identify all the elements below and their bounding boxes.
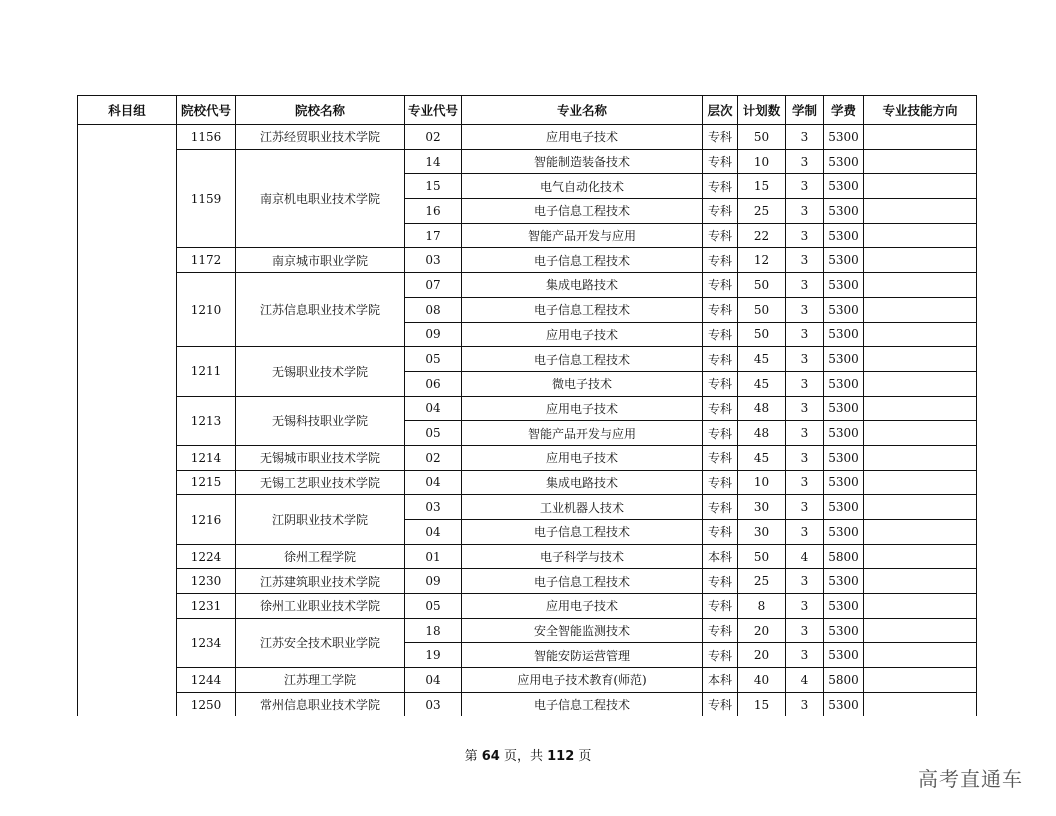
footer-page-number: 64 bbox=[481, 749, 500, 764]
header-level: 层次 bbox=[703, 96, 738, 125]
major-name-cell: 应用电子技术 bbox=[462, 396, 703, 421]
table-row bbox=[78, 347, 977, 372]
subject-group-cell bbox=[78, 125, 177, 717]
major-name-cell: 电子信息工程技术 bbox=[462, 692, 703, 716]
header-subject-group: 科目组 bbox=[78, 96, 177, 125]
level-cell: 专科 bbox=[703, 125, 738, 150]
school-code-cell: 1216 bbox=[177, 495, 236, 544]
skill-direction-cell bbox=[864, 174, 977, 199]
years-cell: 3 bbox=[786, 692, 824, 716]
fee-cell: 5300 bbox=[824, 495, 864, 520]
years-cell: 3 bbox=[786, 445, 824, 470]
major-name-cell: 电子信息工程技术 bbox=[462, 199, 703, 224]
plan-count-cell: 50 bbox=[738, 273, 786, 298]
skill-direction-cell bbox=[864, 149, 977, 174]
table-row bbox=[78, 692, 977, 716]
footer-middle: 页，共 bbox=[503, 749, 543, 764]
years-cell: 3 bbox=[786, 421, 824, 446]
fee-cell: 5300 bbox=[824, 470, 864, 495]
plan-count-cell: 48 bbox=[738, 421, 786, 446]
years-cell: 3 bbox=[786, 174, 824, 199]
plan-count-cell: 30 bbox=[738, 495, 786, 520]
school-name-cell: 江苏信息职业技术学院 bbox=[236, 273, 405, 347]
school-name-cell: 无锡工艺职业技术学院 bbox=[236, 470, 405, 495]
school-code-cell: 1213 bbox=[177, 396, 236, 445]
table-row bbox=[78, 149, 977, 174]
skill-direction-cell bbox=[864, 297, 977, 322]
major-code-cell: 09 bbox=[405, 569, 462, 594]
school-name-cell: 无锡科技职业学院 bbox=[236, 396, 405, 445]
plan-count-cell: 50 bbox=[738, 125, 786, 150]
school-code-cell: 1250 bbox=[177, 692, 236, 716]
school-name-cell: 徐州工业职业技术学院 bbox=[236, 594, 405, 619]
school-name-cell: 江苏理工学院 bbox=[236, 668, 405, 693]
fee-cell: 5300 bbox=[824, 594, 864, 619]
major-name-cell: 应用电子技术 bbox=[462, 322, 703, 347]
level-cell: 专科 bbox=[703, 149, 738, 174]
fee-cell: 5300 bbox=[824, 149, 864, 174]
level-cell: 专科 bbox=[703, 569, 738, 594]
fee-cell: 5300 bbox=[824, 692, 864, 716]
major-code-cell: 16 bbox=[405, 199, 462, 224]
fee-cell: 5300 bbox=[824, 248, 864, 273]
skill-direction-cell bbox=[864, 371, 977, 396]
major-code-cell: 06 bbox=[405, 371, 462, 396]
plan-count-cell: 8 bbox=[738, 594, 786, 619]
fee-cell: 5300 bbox=[824, 445, 864, 470]
skill-direction-cell bbox=[864, 248, 977, 273]
major-code-cell: 14 bbox=[405, 149, 462, 174]
fee-cell: 5300 bbox=[824, 273, 864, 298]
major-code-cell: 01 bbox=[405, 544, 462, 569]
major-code-cell: 09 bbox=[405, 322, 462, 347]
table-row bbox=[78, 668, 977, 693]
fee-cell: 5300 bbox=[824, 174, 864, 199]
skill-direction-cell bbox=[864, 273, 977, 298]
footer-prefix: 第 bbox=[464, 749, 478, 764]
years-cell: 4 bbox=[786, 668, 824, 693]
plan-count-cell: 45 bbox=[738, 347, 786, 372]
major-code-cell: 05 bbox=[405, 347, 462, 372]
header-years: 学制 bbox=[786, 96, 824, 125]
years-cell: 3 bbox=[786, 248, 824, 273]
level-cell: 专科 bbox=[703, 322, 738, 347]
school-code-cell: 1215 bbox=[177, 470, 236, 495]
major-name-cell: 应用电子技术 bbox=[462, 125, 703, 150]
page-footer bbox=[0, 745, 1056, 764]
major-name-cell: 应用电子技术 bbox=[462, 594, 703, 619]
major-code-cell: 05 bbox=[405, 421, 462, 446]
skill-direction-cell bbox=[864, 520, 977, 545]
fee-cell: 5300 bbox=[824, 643, 864, 668]
school-name-cell: 无锡城市职业技术学院 bbox=[236, 445, 405, 470]
header-fee: 学费 bbox=[824, 96, 864, 125]
level-cell: 专科 bbox=[703, 347, 738, 372]
major-code-cell: 15 bbox=[405, 174, 462, 199]
skill-direction-cell bbox=[864, 396, 977, 421]
plan-count-cell: 22 bbox=[738, 223, 786, 248]
skill-direction-cell bbox=[864, 569, 977, 594]
level-cell: 专科 bbox=[703, 470, 738, 495]
major-name-cell: 智能产品开发与应用 bbox=[462, 421, 703, 446]
level-cell: 本科 bbox=[703, 668, 738, 693]
fee-cell: 5300 bbox=[824, 569, 864, 594]
school-name-cell: 南京城市职业学院 bbox=[236, 248, 405, 273]
years-cell: 3 bbox=[786, 199, 824, 224]
years-cell: 3 bbox=[786, 273, 824, 298]
school-code-cell: 1159 bbox=[177, 149, 236, 248]
table-row bbox=[78, 470, 977, 495]
fee-cell: 5300 bbox=[824, 199, 864, 224]
fee-cell: 5300 bbox=[824, 125, 864, 150]
school-code-cell: 1210 bbox=[177, 273, 236, 347]
table-row bbox=[78, 618, 977, 643]
skill-direction-cell bbox=[864, 199, 977, 224]
plan-count-cell: 25 bbox=[738, 199, 786, 224]
plan-count-cell: 45 bbox=[738, 371, 786, 396]
school-code-cell: 1230 bbox=[177, 569, 236, 594]
fee-cell: 5300 bbox=[824, 347, 864, 372]
header-school-code: 院校代号 bbox=[177, 96, 236, 125]
plan-count-cell: 50 bbox=[738, 544, 786, 569]
school-code-cell: 1156 bbox=[177, 125, 236, 150]
major-code-cell: 17 bbox=[405, 223, 462, 248]
years-cell: 3 bbox=[786, 322, 824, 347]
level-cell: 专科 bbox=[703, 371, 738, 396]
years-cell: 3 bbox=[786, 223, 824, 248]
years-cell: 3 bbox=[786, 569, 824, 594]
plan-count-cell: 40 bbox=[738, 668, 786, 693]
skill-direction-cell bbox=[864, 125, 977, 150]
skill-direction-cell bbox=[864, 618, 977, 643]
skill-direction-cell bbox=[864, 692, 977, 716]
major-name-cell: 集成电路技术 bbox=[462, 273, 703, 298]
plan-count-cell: 50 bbox=[738, 297, 786, 322]
school-name-cell: 徐州工程学院 bbox=[236, 544, 405, 569]
major-code-cell: 04 bbox=[405, 520, 462, 545]
school-code-cell: 1211 bbox=[177, 347, 236, 396]
fee-cell: 5300 bbox=[824, 396, 864, 421]
major-name-cell: 电子科学与技术 bbox=[462, 544, 703, 569]
header-major-code: 专业代号 bbox=[405, 96, 462, 125]
level-cell: 专科 bbox=[703, 495, 738, 520]
major-name-cell: 电气自动化技术 bbox=[462, 174, 703, 199]
years-cell: 3 bbox=[786, 470, 824, 495]
major-code-cell: 19 bbox=[405, 643, 462, 668]
level-cell: 专科 bbox=[703, 396, 738, 421]
years-cell: 3 bbox=[786, 149, 824, 174]
level-cell: 专科 bbox=[703, 692, 738, 716]
plan-count-cell: 15 bbox=[738, 692, 786, 716]
years-cell: 4 bbox=[786, 544, 824, 569]
level-cell: 专科 bbox=[703, 174, 738, 199]
school-code-cell: 1172 bbox=[177, 248, 236, 273]
major-code-cell: 07 bbox=[405, 273, 462, 298]
header-school-name: 院校名称 bbox=[236, 96, 405, 125]
years-cell: 3 bbox=[786, 618, 824, 643]
table-row bbox=[78, 396, 977, 421]
table-row bbox=[78, 495, 977, 520]
years-cell: 3 bbox=[786, 297, 824, 322]
school-name-cell: 南京机电职业技术学院 bbox=[236, 149, 405, 248]
skill-direction-cell bbox=[864, 223, 977, 248]
years-cell: 3 bbox=[786, 125, 824, 150]
table-row bbox=[78, 125, 977, 150]
plan-count-cell: 48 bbox=[738, 396, 786, 421]
table-body bbox=[78, 125, 977, 717]
years-cell: 3 bbox=[786, 396, 824, 421]
school-name-cell: 常州信息职业技术学院 bbox=[236, 692, 405, 716]
level-cell: 专科 bbox=[703, 594, 738, 619]
skill-direction-cell bbox=[864, 495, 977, 520]
table-row bbox=[78, 594, 977, 619]
skill-direction-cell bbox=[864, 347, 977, 372]
level-cell: 专科 bbox=[703, 421, 738, 446]
major-code-cell: 03 bbox=[405, 495, 462, 520]
fee-cell: 5300 bbox=[824, 520, 864, 545]
fee-cell: 5300 bbox=[824, 223, 864, 248]
watermark: 高考直通车 bbox=[918, 767, 1023, 791]
skill-direction-cell bbox=[864, 643, 977, 668]
plan-count-cell: 50 bbox=[738, 322, 786, 347]
admission-plan-table-wrapper bbox=[77, 95, 977, 716]
header-major-name: 专业名称 bbox=[462, 96, 703, 125]
plan-count-cell: 10 bbox=[738, 470, 786, 495]
level-cell: 专科 bbox=[703, 248, 738, 273]
header-plan-count: 计划数 bbox=[738, 96, 786, 125]
skill-direction-cell bbox=[864, 421, 977, 446]
fee-cell: 5800 bbox=[824, 668, 864, 693]
major-code-cell: 04 bbox=[405, 470, 462, 495]
school-code-cell: 1244 bbox=[177, 668, 236, 693]
school-name-cell: 无锡职业技术学院 bbox=[236, 347, 405, 396]
skill-direction-cell bbox=[864, 668, 977, 693]
fee-cell: 5300 bbox=[824, 421, 864, 446]
fee-cell: 5300 bbox=[824, 618, 864, 643]
plan-count-cell: 20 bbox=[738, 643, 786, 668]
school-name-cell: 江苏建筑职业技术学院 bbox=[236, 569, 405, 594]
table-row bbox=[78, 248, 977, 273]
major-name-cell: 微电子技术 bbox=[462, 371, 703, 396]
major-name-cell: 集成电路技术 bbox=[462, 470, 703, 495]
major-name-cell: 安全智能监测技术 bbox=[462, 618, 703, 643]
plan-count-cell: 15 bbox=[738, 174, 786, 199]
major-name-cell: 电子信息工程技术 bbox=[462, 297, 703, 322]
years-cell: 3 bbox=[786, 643, 824, 668]
major-code-cell: 05 bbox=[405, 594, 462, 619]
school-name-cell: 江阴职业技术学院 bbox=[236, 495, 405, 544]
years-cell: 3 bbox=[786, 594, 824, 619]
level-cell: 专科 bbox=[703, 273, 738, 298]
years-cell: 3 bbox=[786, 347, 824, 372]
major-code-cell: 04 bbox=[405, 396, 462, 421]
admission-plan-table bbox=[77, 95, 977, 716]
school-code-cell: 1234 bbox=[177, 618, 236, 667]
major-name-cell: 应用电子技术 bbox=[462, 445, 703, 470]
school-name-cell: 江苏经贸职业技术学院 bbox=[236, 125, 405, 150]
header-skill-direction: 专业技能方向 bbox=[864, 96, 977, 125]
table-row bbox=[78, 273, 977, 298]
major-code-cell: 02 bbox=[405, 125, 462, 150]
years-cell: 3 bbox=[786, 371, 824, 396]
plan-count-cell: 20 bbox=[738, 618, 786, 643]
level-cell: 专科 bbox=[703, 297, 738, 322]
plan-count-cell: 10 bbox=[738, 149, 786, 174]
table-row bbox=[78, 445, 977, 470]
major-name-cell: 智能安防运营管理 bbox=[462, 643, 703, 668]
major-name-cell: 应用电子技术教育(师范) bbox=[462, 668, 703, 693]
major-name-cell: 电子信息工程技术 bbox=[462, 248, 703, 273]
fee-cell: 5300 bbox=[824, 371, 864, 396]
level-cell: 专科 bbox=[703, 618, 738, 643]
years-cell: 3 bbox=[786, 495, 824, 520]
footer-total-pages: 112 bbox=[547, 749, 575, 764]
school-code-cell: 1224 bbox=[177, 544, 236, 569]
major-code-cell: 18 bbox=[405, 618, 462, 643]
school-name-cell: 江苏安全技术职业学院 bbox=[236, 618, 405, 667]
major-name-cell: 智能制造装备技术 bbox=[462, 149, 703, 174]
table-header-row bbox=[78, 96, 977, 125]
plan-count-cell: 45 bbox=[738, 445, 786, 470]
major-name-cell: 电子信息工程技术 bbox=[462, 569, 703, 594]
plan-count-cell: 25 bbox=[738, 569, 786, 594]
fee-cell: 5300 bbox=[824, 322, 864, 347]
table-row bbox=[78, 544, 977, 569]
major-code-cell: 08 bbox=[405, 297, 462, 322]
fee-cell: 5800 bbox=[824, 544, 864, 569]
school-code-cell: 1214 bbox=[177, 445, 236, 470]
level-cell: 专科 bbox=[703, 199, 738, 224]
level-cell: 专科 bbox=[703, 520, 738, 545]
major-name-cell: 电子信息工程技术 bbox=[462, 347, 703, 372]
major-code-cell: 03 bbox=[405, 248, 462, 273]
skill-direction-cell bbox=[864, 470, 977, 495]
skill-direction-cell bbox=[864, 544, 977, 569]
major-code-cell: 04 bbox=[405, 668, 462, 693]
skill-direction-cell bbox=[864, 445, 977, 470]
table-row bbox=[78, 569, 977, 594]
school-code-cell: 1231 bbox=[177, 594, 236, 619]
footer-suffix: 页 bbox=[578, 749, 592, 764]
years-cell: 3 bbox=[786, 520, 824, 545]
major-code-cell: 03 bbox=[405, 692, 462, 716]
plan-count-cell: 12 bbox=[738, 248, 786, 273]
level-cell: 专科 bbox=[703, 643, 738, 668]
level-cell: 专科 bbox=[703, 223, 738, 248]
major-name-cell: 电子信息工程技术 bbox=[462, 520, 703, 545]
plan-count-cell: 30 bbox=[738, 520, 786, 545]
level-cell: 专科 bbox=[703, 445, 738, 470]
major-name-cell: 工业机器人技术 bbox=[462, 495, 703, 520]
major-code-cell: 02 bbox=[405, 445, 462, 470]
level-cell: 本科 bbox=[703, 544, 738, 569]
skill-direction-cell bbox=[864, 322, 977, 347]
skill-direction-cell bbox=[864, 594, 977, 619]
major-name-cell: 智能产品开发与应用 bbox=[462, 223, 703, 248]
fee-cell: 5300 bbox=[824, 297, 864, 322]
